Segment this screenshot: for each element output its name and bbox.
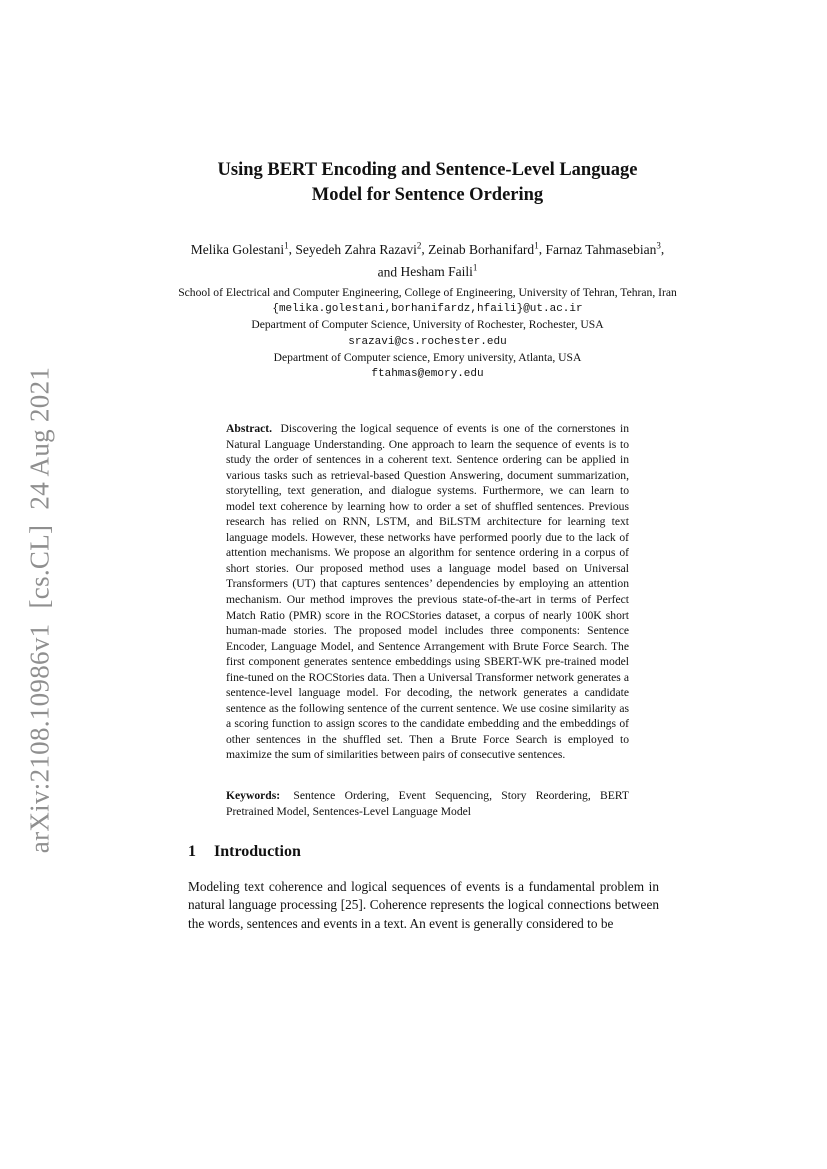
affiliation-email: ftahmas@emory.edu xyxy=(371,368,484,381)
abstract-text: Discovering the logical sequence of events is one of the cornerstones in Natural Language Understanding. One approach to learn the sequence of events is to study the order of sentences in a coherent text. Sentence ordering can be applied in various tasks such as retrieval-based Question Answering, document summarization, storytelling, text generation, and dialogue systems. Furthermore, we can learn to model text coherence by learning how to order a set of shuffled sentences. Previous research has relied on RNN, LSTM, and BiLSTM architecture for learning text language models. However, these networks have performed poorly due to the lack of attention mechanisms. We propose an algorithm for sentence ordering in a corpus of short stories. Our proposed method uses a language model based on Universal Transformers (UT) that captures sentences’ dependencies by employing an attention mechanism. Our method improves the previous state-of-the-art in terms of Perfect Match Ratio (PMR) score in the ROCStories dataset, a corpus of nearly 100K short human-made stories. The proposed model includes three components: Sentence Encoder, Language Model, and Sentence Arrangement with Brute Force Search. The first component generates sentence embeddings using SBERT-WK pre-trained model fine-tuned on the ROCStories data. Then a Universal Transformer network generates a sentence-level language model. For decoding, the network generates a candidate sentence as the following sentence of the current sentence. We use cosine similarity as a scoring function to assign scores to the candidate embedding and the embeddings of other sentences in the shuffled set. Then a Brute Force Search is employed to maximize the sum of similarities between pairs of consecutive sentences. xyxy=(226,422,629,762)
author xyxy=(545,242,660,257)
keywords-label: Keywords: xyxy=(226,789,281,802)
section-heading xyxy=(188,843,301,861)
affiliations xyxy=(175,285,680,382)
title-line-1: Using BERT Encoding and Sentence-Level Language xyxy=(217,160,638,180)
author-affiliation-mark: 1 xyxy=(472,262,478,273)
author-name: Farnaz Tahmasebian xyxy=(545,241,657,257)
keywords xyxy=(226,788,629,819)
author-name: Zeinab Borhanifard xyxy=(428,241,535,257)
arxiv-category: [cs.CL] xyxy=(24,524,55,609)
affiliation-email: srazavi@cs.rochester.edu xyxy=(348,335,507,348)
arxiv-id: arXiv:2108.10986v1 xyxy=(24,623,55,854)
author-affiliation-mark: 1 xyxy=(284,240,289,250)
abstract xyxy=(226,421,629,763)
author-list: Melika Golestani$^1$, Seyedeh Zahra Razavi$^2$, Zeinab Borhanifard$^1$, Farnaz Tahmasebian$^3$, and Hesham Faili$^1$ xyxy=(190,240,665,279)
author-name: Melika Golestani xyxy=(190,241,285,257)
author-name: Seyedeh Zahra Razavi xyxy=(295,241,417,257)
arxiv-side-stamp xyxy=(25,363,56,857)
keywords-text: Sentence Ordering, Event Sequencing, Story Reordering, BERT Pretrained Model, Sentences-Level Language Model xyxy=(226,789,629,818)
abstract-label: Abstract. xyxy=(226,422,273,435)
affiliation-line: School of Electrical and Computer Engineering, College of Engineering, University of Tehran, Tehran, Iran xyxy=(178,286,677,299)
affiliation-line: Department of Computer Science, University of Rochester, Rochester, USA xyxy=(251,318,604,332)
author xyxy=(401,264,478,279)
author-name: Hesham Faili xyxy=(400,264,473,279)
author-affiliation-mark: 3 xyxy=(656,240,661,250)
introduction-paragraph: Modeling text coherence and logical sequences of events is a fundamental problem in natural language processing [25]. Coherence represents the logical connections between the words, sentences and events in a text. An event is generally considered to be xyxy=(188,879,659,931)
section-number: 1 xyxy=(188,843,196,860)
author xyxy=(428,242,539,257)
affiliation-email: {melika.golestani,borhanifardz,hfaili}@ut.ac.ir xyxy=(272,303,583,316)
affiliation-line: Department of Computer science, Emory university, Atlanta, USA xyxy=(273,350,582,364)
author xyxy=(191,242,289,257)
author-affiliation-mark: 2 xyxy=(416,240,422,250)
arxiv-date: 24 Aug 2021 xyxy=(24,366,55,510)
paper-title xyxy=(150,158,705,208)
author xyxy=(295,242,421,257)
title-line-2: Model for Sentence Ordering xyxy=(311,185,544,205)
author-affiliation-mark: 1 xyxy=(534,240,539,250)
section-title: Introduction xyxy=(214,843,301,860)
